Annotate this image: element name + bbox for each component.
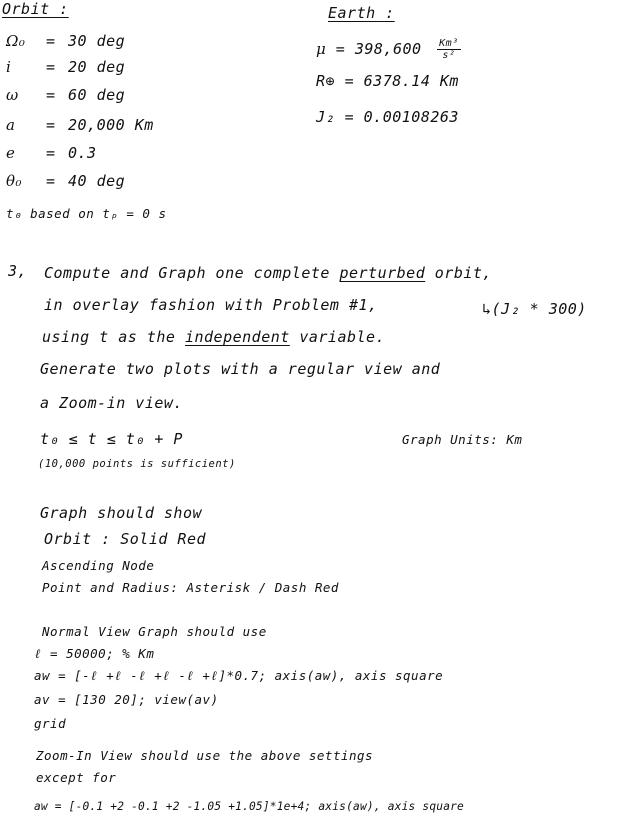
time-range: t₀ ≤ t ≤ t₀ + P	[40, 430, 183, 448]
graph-show-title: Graph should show	[40, 504, 203, 522]
normal-view-l: ℓ = 50000; % Km	[34, 646, 155, 661]
orbit-param-equals: =	[46, 32, 56, 50]
normal-view-grid: grid	[34, 716, 67, 731]
orbit-param-row	[6, 172, 125, 190]
orbit-param-symbol: ω	[6, 86, 19, 104]
earth-j2: J₂ = 0.00108263	[316, 108, 459, 126]
graph-show-ascending: Ascending Node	[42, 558, 155, 573]
orbit-param-value: 30 deg	[68, 32, 126, 50]
normal-view-title: Normal View Graph should use	[42, 624, 267, 639]
problem-line4: Generate two plots with a regular view and	[40, 360, 441, 378]
perturbed-word: perturbed	[339, 264, 426, 282]
orbit-param-row	[6, 86, 125, 104]
orbit-param-value: 20,000 Km	[68, 116, 154, 134]
j2-scale-note: ↳(J₂ * 300)	[482, 300, 587, 318]
problem-number: 3,	[8, 262, 28, 280]
orbit-param-symbol: i	[6, 58, 12, 76]
problem-line5: a Zoom-in view.	[40, 394, 183, 412]
orbit-param-row	[6, 32, 125, 50]
earth-mu	[316, 38, 461, 61]
orbit-param-row	[6, 116, 154, 134]
independent-word: independent	[184, 328, 290, 346]
mu-unit-denominator: s²	[442, 50, 456, 61]
orbit-param-equals: =	[46, 144, 56, 162]
orbit-param-symbol: a	[6, 116, 16, 134]
mu-unit	[437, 38, 461, 61]
earth-radius: R⊕ = 6378.14 Km	[316, 72, 459, 90]
zoom-view-except: except for	[36, 770, 117, 785]
mu-value: = 398,600	[335, 40, 422, 58]
orbit-param-symbol: θ₀	[6, 172, 23, 190]
zoom-view-aw: aw = [-0.1 +2 -0.1 +2 -1.05 +1.05]*1e+4; axis(aw), axis square	[34, 800, 464, 813]
problem-line1	[44, 264, 492, 282]
orbit-title: Orbit :	[2, 0, 69, 18]
points-note: (10,000 points is sufficient)	[38, 458, 236, 470]
problem-line3-a: using t as the	[42, 328, 176, 346]
problem-line3	[42, 328, 385, 346]
orbit-param-value: 60 deg	[68, 86, 126, 104]
problem-line1-c: orbit,	[434, 264, 492, 282]
graph-show-point-radius: Point and Radius: Asterisk / Dash Red	[42, 580, 339, 595]
earth-title: Earth :	[328, 4, 395, 22]
orbit-param-equals: =	[46, 116, 56, 134]
problem-line2: in overlay fashion with Problem #1,	[44, 296, 378, 314]
mu-unit-numerator: Km³	[439, 38, 459, 49]
normal-view-av: av = [130 20]; view(av)	[34, 692, 219, 707]
orbit-param-value: 20 deg	[68, 58, 126, 76]
orbit-param-symbol: e	[6, 144, 16, 162]
orbit-param-symbol: Ω₀	[6, 32, 26, 50]
problem-line1-a: Compute and Graph one complete	[44, 264, 330, 282]
orbit-param-row	[6, 144, 97, 162]
orbit-param-equals: =	[46, 58, 56, 76]
orbit-param-value: 0.3	[68, 144, 97, 162]
mu-symbol: μ	[316, 40, 327, 58]
t0-note: t₀ based on tₚ = 0 s	[6, 206, 167, 221]
graph-show-orbit: Orbit : Solid Red	[44, 530, 207, 548]
graph-units: Graph Units: Km	[402, 432, 523, 447]
zoom-view-title: Zoom-In View should use the above settings	[36, 748, 374, 763]
orbit-param-equals: =	[46, 86, 56, 104]
orbit-param-equals: =	[46, 172, 56, 190]
normal-view-aw: aw = [-ℓ +ℓ -ℓ +ℓ -ℓ +ℓ]*0.7; axis(aw), axis square	[34, 668, 444, 683]
problem-line3-c: variable.	[299, 328, 386, 346]
orbit-param-value: 40 deg	[68, 172, 126, 190]
orbit-param-row	[6, 58, 125, 76]
